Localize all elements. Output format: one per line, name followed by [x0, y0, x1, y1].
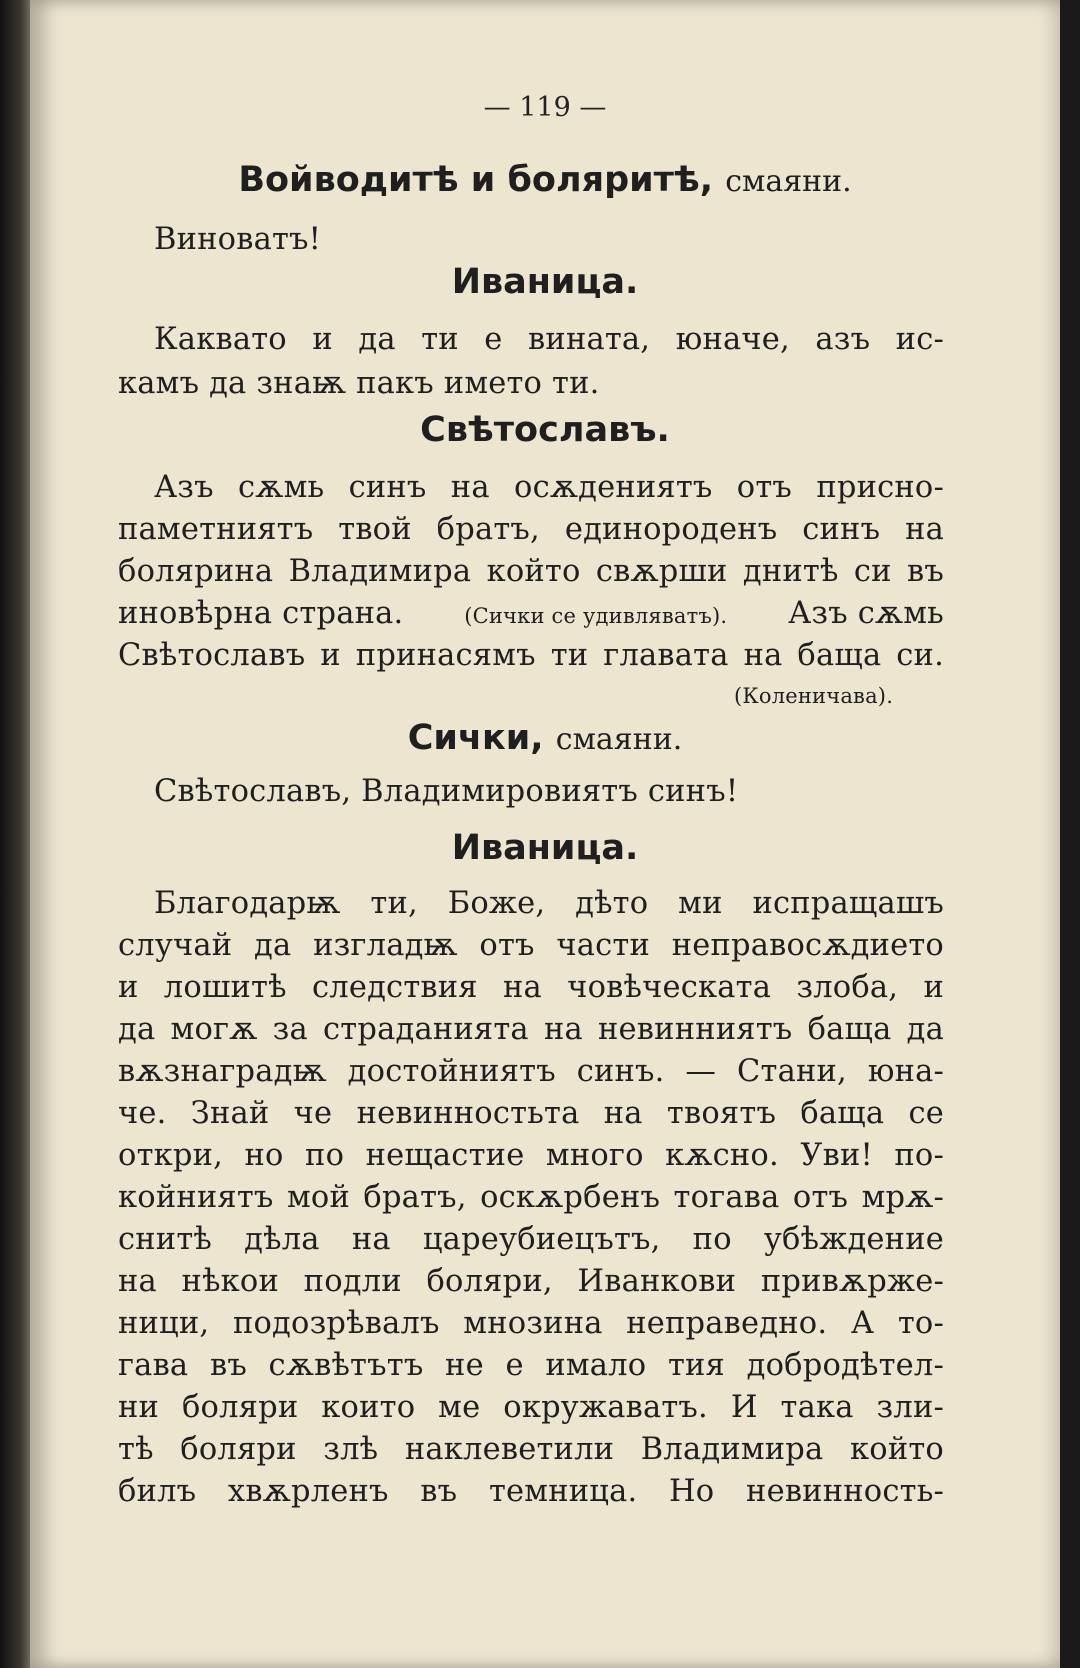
text-line: Свѣтославъ и принасямъ ти главата на баща си. [118, 638, 944, 673]
book-page [30, 0, 1060, 1668]
text-line [118, 596, 944, 631]
line-svetoslav-son: Свѣтославъ, Владимировиятъ синъ! [154, 774, 739, 809]
speaker-voivodes: Войводитѣ и болярит‌ѣ, [238, 160, 713, 200]
line-guilty: Виноватъ! [154, 222, 322, 257]
stage-direction-4: смаяни. [555, 722, 683, 757]
text-line: ници, подозрѣвалъ мнозина неправедно. А то- [118, 1306, 944, 1341]
heading-ivanitsa-1: Иваница. [451, 262, 639, 302]
heading-ivanitsa-2: Иваница. [451, 828, 639, 868]
heading-svetoslav: Свѣтославъ. [420, 410, 670, 450]
text-line: да могѫ за страданията на невинниятъ баща да [118, 1012, 944, 1047]
text-line: ни боляри които ме окружаватъ. И така зли- [118, 1390, 944, 1425]
text-line: Азъ сѫмь синъ на осѫдениятъ отъ присно- [154, 470, 944, 505]
text-line: и лошитѣ следствия на човѣческата злоба, и [118, 970, 944, 1005]
text-line: откри, но по нещастие много кѫсно. Уви! по- [118, 1138, 944, 1173]
text-line: вѫзнаградѭ достойниятъ синъ. — Стани, юна- [118, 1054, 944, 1089]
text-line: болярина Владимира който свѫрши днитѣ си въ [118, 554, 944, 589]
text-line: гава въ сѫвѣтътъ не е имало тия добродѣтел- [118, 1348, 944, 1383]
page-number: — 119 — [483, 92, 607, 123]
speaker-all: Сички, [407, 718, 544, 758]
text-line: на нѣкои подли боляри, Иванкови привѫрже- [118, 1264, 944, 1299]
text-line: билъ хвѫрленъ въ темница. Но невинность- [118, 1474, 944, 1509]
text-fragment: Азъ сѫмь [788, 596, 944, 631]
heading-voivodes [30, 160, 1060, 200]
stage-direction-3: (Коленичава). [734, 684, 894, 708]
page-left-edge [0, 0, 30, 1668]
text-line: паметниятъ твой братъ, единороденъ синъ на [118, 512, 944, 547]
stage-direction-2: (Сички се удивляватъ). [464, 604, 728, 628]
text-line: Благодарѭ ти, Боже, дѣто ми испращашъ [154, 886, 944, 921]
text-fragment: иновѣрна страна. [118, 596, 404, 631]
text-line: случай да изгладѭ отъ части неправосѫдието [118, 928, 944, 963]
text-line: че. Знай че невинностьта на твоятъ баща се [118, 1096, 944, 1131]
text-line: койниятъ мой братъ, оскѫрбенъ тогава отъ мрѫ- [118, 1180, 944, 1215]
text-line: снитѣ дѣла на цареубиецътъ, по убѣждение [118, 1222, 944, 1257]
stage-direction-1: смаяни. [725, 164, 852, 199]
text-line: камъ да знаѭ пакъ името ти. [118, 366, 600, 401]
text-line: Каквато и да ти е вината, юначе, азъ ис- [154, 322, 944, 357]
text-line: тѣ боляри злѣ наклеветили Владимира който [118, 1432, 944, 1467]
heading-all [30, 718, 1060, 758]
